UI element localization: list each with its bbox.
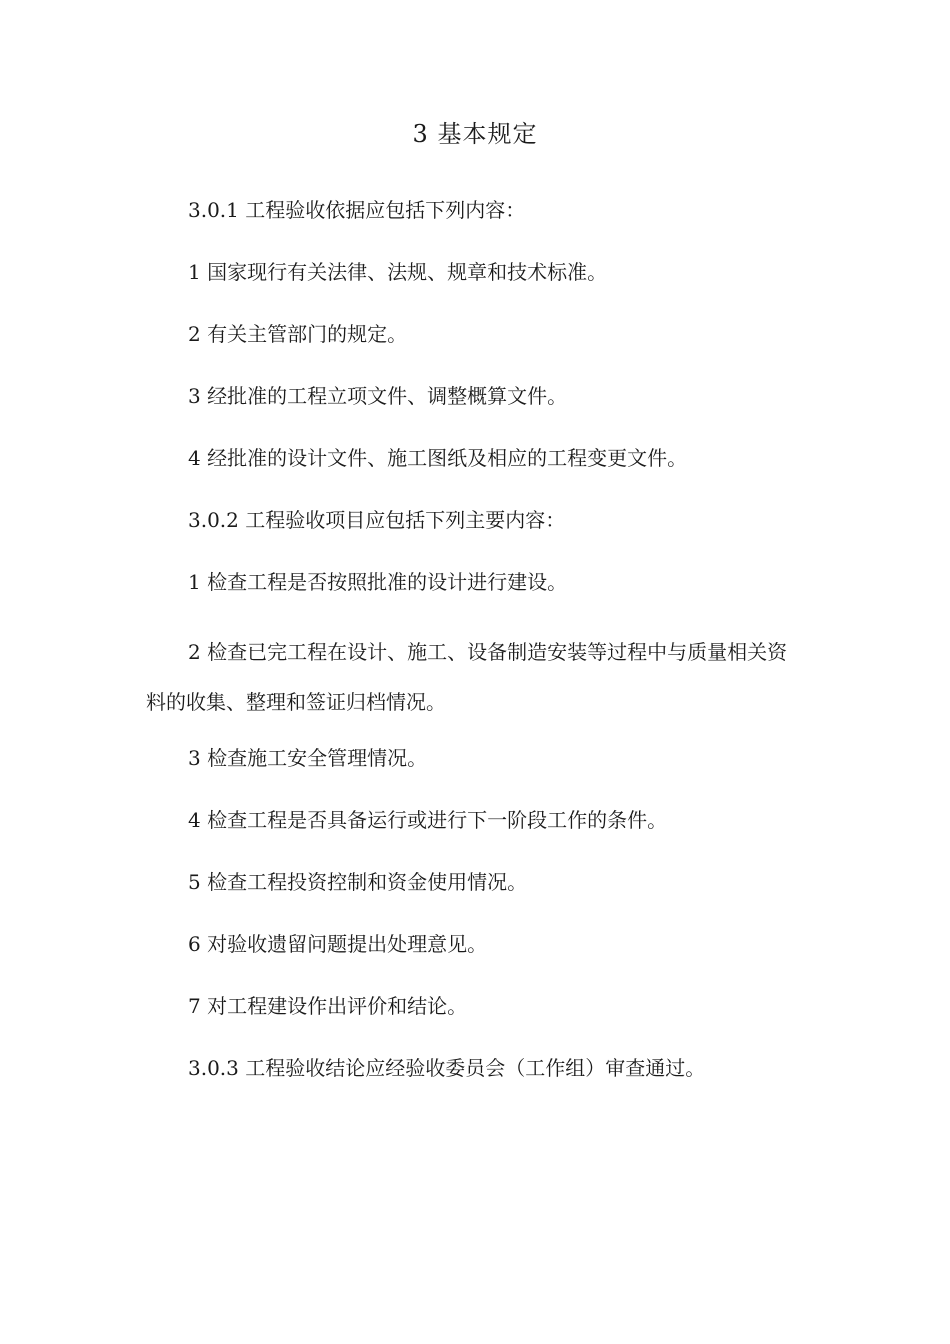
list-item: 1 检查工程是否按照批准的设计进行建设。 — [188, 570, 568, 594]
clause-3-0-3: 3.0.3 工程验收结论应经验收委员会（工作组）审查通过。 — [188, 1056, 706, 1080]
list-item: 6 对验收遗留问题提出处理意见。 — [188, 932, 488, 956]
list-item: 1 国家现行有关法律、法规、规章和技术标准。 — [188, 260, 608, 284]
list-item: 2 检查已完工程在设计、施工、设备制造安装等过程中与质量相关资料的收集、整理和签证归档情况。 — [146, 640, 788, 714]
list-item: 7 对工程建设作出评价和结论。 — [188, 994, 468, 1018]
list-item: 4 经批准的设计文件、施工图纸及相应的工程变更文件。 — [188, 446, 688, 470]
clause-3-0-1: 3.0.1 工程验收依据应包括下列内容： — [188, 198, 526, 222]
section-title: 3 基本规定 — [412, 120, 538, 148]
list-item: 3 经批准的工程立项文件、调整概算文件。 — [188, 384, 568, 408]
list-item: 4 检查工程是否具备运行或进行下一阶段工作的条件。 — [188, 808, 668, 832]
list-item: 3 检查施工安全管理情况。 — [188, 746, 428, 770]
clause-3-0-2: 3.0.2 工程验收项目应包括下列主要内容： — [188, 508, 566, 532]
list-item: 5 检查工程投资控制和资金使用情况。 — [188, 870, 528, 894]
list-item: 2 有关主管部门的规定。 — [188, 322, 408, 346]
